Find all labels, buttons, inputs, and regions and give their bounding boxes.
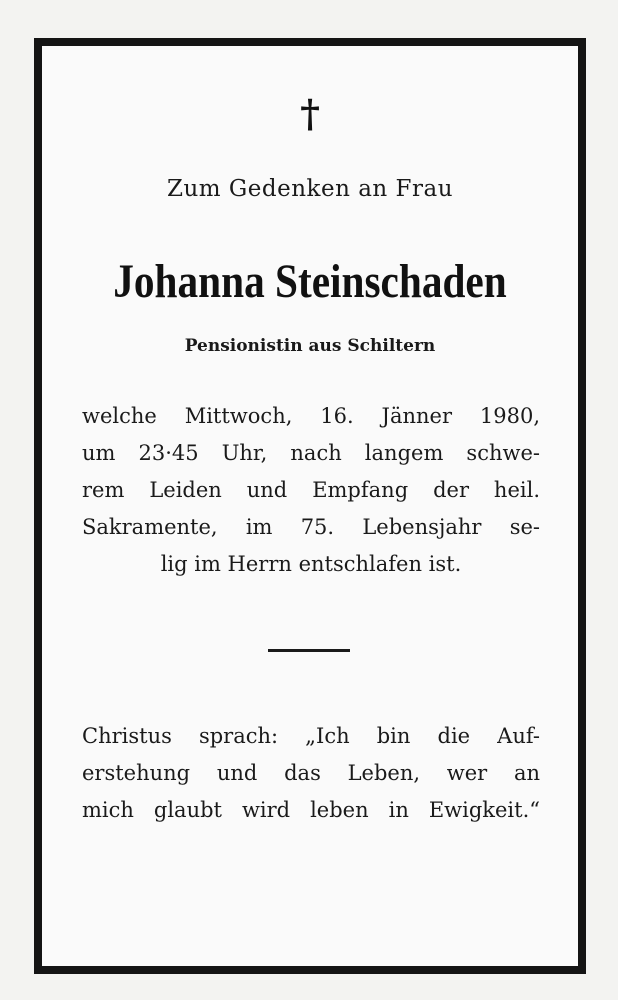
quote-line: Christus sprach: „Ich bin die Auf- [82, 724, 540, 748]
announcement-line: Sakramente, im 75. Lebensjahr se- [82, 515, 540, 539]
black-border-frame [34, 38, 586, 974]
occupation-line: Pensionistin aus Schiltern [184, 336, 436, 356]
announcement-paragraph [82, 398, 540, 583]
cross-icon: † [300, 91, 320, 136]
remembrance-heading: Zum Gedenken an Frau [166, 176, 454, 202]
announcement-line: lig im Herrn entschlafen ist. [160, 552, 462, 576]
quote-line: erstehung und das Leben, wer an [82, 761, 540, 785]
scripture-quote [82, 718, 540, 829]
announcement-line: rem Leiden und Empfang der heil. [82, 478, 540, 502]
divider-rule [268, 649, 350, 652]
announcement-line: um 23·45 Uhr, nach langem schwe- [82, 441, 540, 465]
deceased-name: Johanna Steinschaden [113, 255, 507, 308]
announcement-line: welche Mittwoch, 16. Jänner 1980, [82, 404, 540, 428]
quote-line: mich glaubt wird leben in Ewigkeit.“ [82, 798, 540, 822]
